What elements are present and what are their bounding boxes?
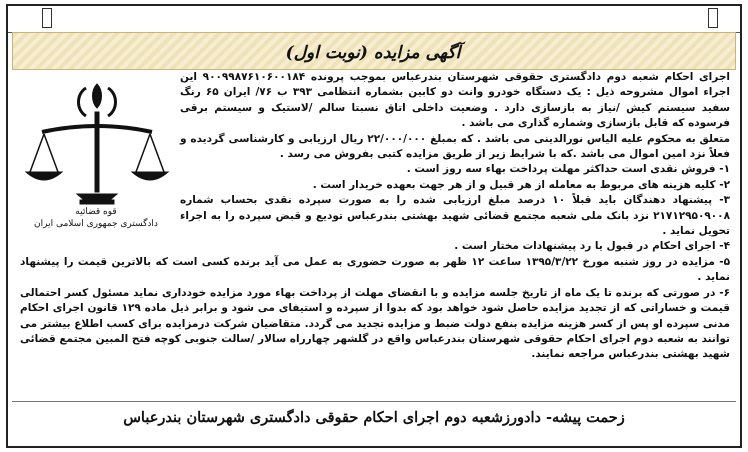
paragraph: اجرای احکام شعبه دوم دادگستری حقوقی شهرستان بندرعباس بموجب پرونده ۹۰۰۹۹۸۷۶۱۰۶۰۰۱۸۴ این اجراء اموال مشروحه ذیل : یک دستگاه خودرو وانت دو کابین بشماره انتظامی ۳۹۳ ب ۷۶/ ایران ۶۵ رنگ سفید سیستم کیش /نیاز به بازسازی دارد . وضعیت داخلی اتاق نسبتا سالم /لاستیک و سیستم برقی فرسوده که قابل بازسازی وشماره گذاری می باشد . (180, 71, 730, 130)
footer-divider (12, 401, 736, 402)
paragraph: ۲- کلیه هزینه های مربوط به معامله از هر قبیل و از هر جهت بعهده خریدار است . (312, 178, 730, 191)
paragraph: ۴- اجرای احکام در قبول یا رد پیشنهادات مختار است . (454, 240, 730, 253)
paragraph: ۵- مزایده در روز شنبه مورخ ۱۳۹۵/۳/۲۲ ساعت ۱۲ ظهر به صورت حضوری به عمل می آید برنده کسی است که بالاترین قیمت را پیشنهاد نماید . (20, 255, 730, 284)
notice-title: آگهی مزایده (نوبت اول) (285, 43, 461, 63)
auction-notice (6, 4, 742, 448)
notice-body (20, 70, 730, 363)
top-mark (42, 8, 52, 28)
paragraph: متعلق به محکوم علیه الیاس نورالدینی می باشد . که بمبلغ ۲۲/۰۰۰/۰۰۰ ریال ارزیابی و کارشناسی گردیده و فعلاً نزد امین اموال می باشد .که با شرایط زیر از طریق مزایده کتبی بفروش می رسد . (180, 132, 730, 161)
top-bar (8, 6, 740, 33)
emblem-caption-line2: دادگستری جمهوری اسلامی ایران (34, 219, 158, 229)
signature-line: زحمت پیشه- دادورزشعبه دوم اجرای احکام حقوقی دادگستری شهرستان بندرعباس (123, 409, 625, 426)
paragraph: ۳- پیشنهاد دهندگان باید قبلاً ۱۰ درصد مبلغ ارزیابی شده را به صورت سپرده نقدی بحساب شماره ۲۱۷۱۲۹۵۰۹۰۰۸ نزد بانک ملی شعبه مجتمع قضائی شهید بهشتی بندرعباس تودیع و قبض سپرده را به اجراء تحویل نماید . (180, 194, 730, 238)
top-mark (708, 8, 718, 28)
paragraph: ۶- در صورتی که برنده تا یک ماه از تاریخ جلسه مزایده و با انقضای مهلت از پرداخت بهاء مورد مزایده خودداری نماید مسئول کسر احتمالی قیمت و خساراتی که از تجدید مزایده حاصل شود خواهد بود که بدوا از سپرده و استیفای می شود و برابر ذیل ماده ۱۲۹ قانون اجرای احکام مدنی سپرده او پس از کسر هزینه مزایده بنفع دولت ضبط و مزایده تجدید می گردد. متقاضیان شرکت درمزایده برای کسب اطلاع بیشتر می توانند به شعبه دوم اجرای احکام حقوقی شهرستان بندرعباس واقع در گلشهر چهارراه سالار /سالت جنوبی کوچه فتح المبین مجتمع قضائی شهید بهشتی بندرعباس مراجعه نمایند. (20, 286, 730, 361)
header-band (12, 32, 736, 70)
emblem-caption-line1: قوه قضائیه (75, 207, 117, 217)
paragraph: ۱- فروش نقدی است حداکثر مهلت پرداخت بهاء سه روز است . (406, 163, 730, 176)
